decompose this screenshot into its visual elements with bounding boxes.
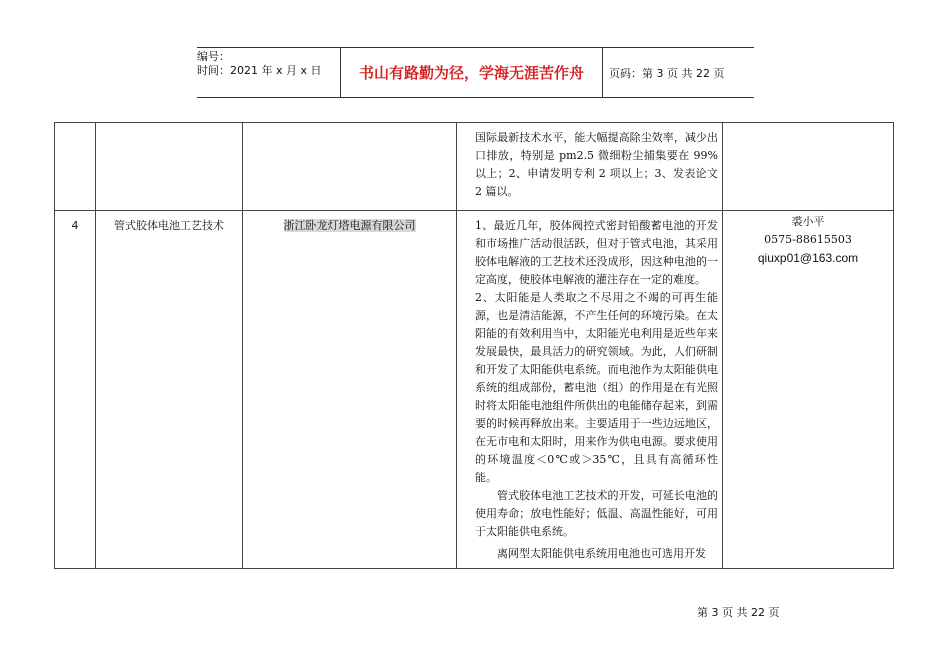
row-index-cell	[55, 123, 96, 211]
description-paragraph: 国际最新技术水平，能大幅提高除尘效率，减少出口排放，特别是 pm2.5 微细粉尘捕集要在 99%以上；2、申请发明专利 2 项以上；3、发表论文 2 篇以。	[475, 131, 718, 198]
header-motto: 书山有路勤为径，学海无涯苦作舟	[340, 48, 603, 97]
company-cell	[243, 211, 457, 569]
description-cell	[457, 123, 723, 211]
contact-name: 裘小平	[791, 215, 825, 228]
description-cell	[457, 211, 723, 569]
header-page-info: 页码：第 3 页 共 22 页	[609, 66, 725, 80]
page-header	[197, 47, 754, 98]
project-name-cell: 管式胶体电池工艺技术	[96, 211, 243, 569]
header-meta	[197, 50, 340, 78]
document-time-label: 时间：2021 年 x 月 x 日	[197, 64, 322, 77]
company-name: 浙江卧龙灯塔电源有限公司	[283, 219, 416, 232]
contact-phone: 0575-88615503	[764, 233, 852, 246]
document-number-label: 编号：	[197, 50, 230, 63]
row-index-cell: 4	[55, 211, 96, 569]
description-paragraph: 1、最近几年，胶体阀控式密封铅酸蓄电池的开发和市场推广活动很活跃，但对于管式电池，其采用胶体电解液的工艺技术还没成形，因这种电池的一定高度，使胶体电解液的灌注存在一定的难度。	[475, 219, 718, 286]
project-name-cell	[96, 123, 243, 211]
contact-cell	[723, 123, 894, 211]
description-paragraph: 管式胶体电池工艺技术的开发，可延长电池的使用寿命；放电性能好；低温、高温性能好，可用于太阳能供电系统。	[475, 489, 718, 538]
table-row	[55, 123, 894, 211]
contact-email: qiuxp01@163.com	[757, 251, 859, 265]
project-table	[54, 122, 894, 569]
description-paragraph: 2、太阳能是人类取之不尽用之不竭的可再生能源，也是清洁能源，不产生任何的环境污染。在太阳能的有效利用当中，太阳能光电利用是近些年来发展最快，最具活力的研究领域。为此，人们研制和开发了太阳能供电系统。而电池作为太阳能供电系统的组成部份，蓄电池（组）的作用是在有光照时将太阳能电池组件所供出的电能储存起来，到需要的时候再释放出来。主要适用于一些边远地区，在无市电和太阳时，用来作为供电电源。要求使用的环境温度＜0℃或＞35℃，且具有高循环性能。	[475, 291, 718, 484]
description-paragraph: 离网型太阳能供电系统用电池也可选用开发	[497, 547, 706, 560]
table-row	[55, 211, 894, 569]
company-cell	[243, 123, 457, 211]
contact-cell	[723, 211, 894, 569]
page-footer: 第 3 页 共 22 页	[697, 606, 780, 619]
